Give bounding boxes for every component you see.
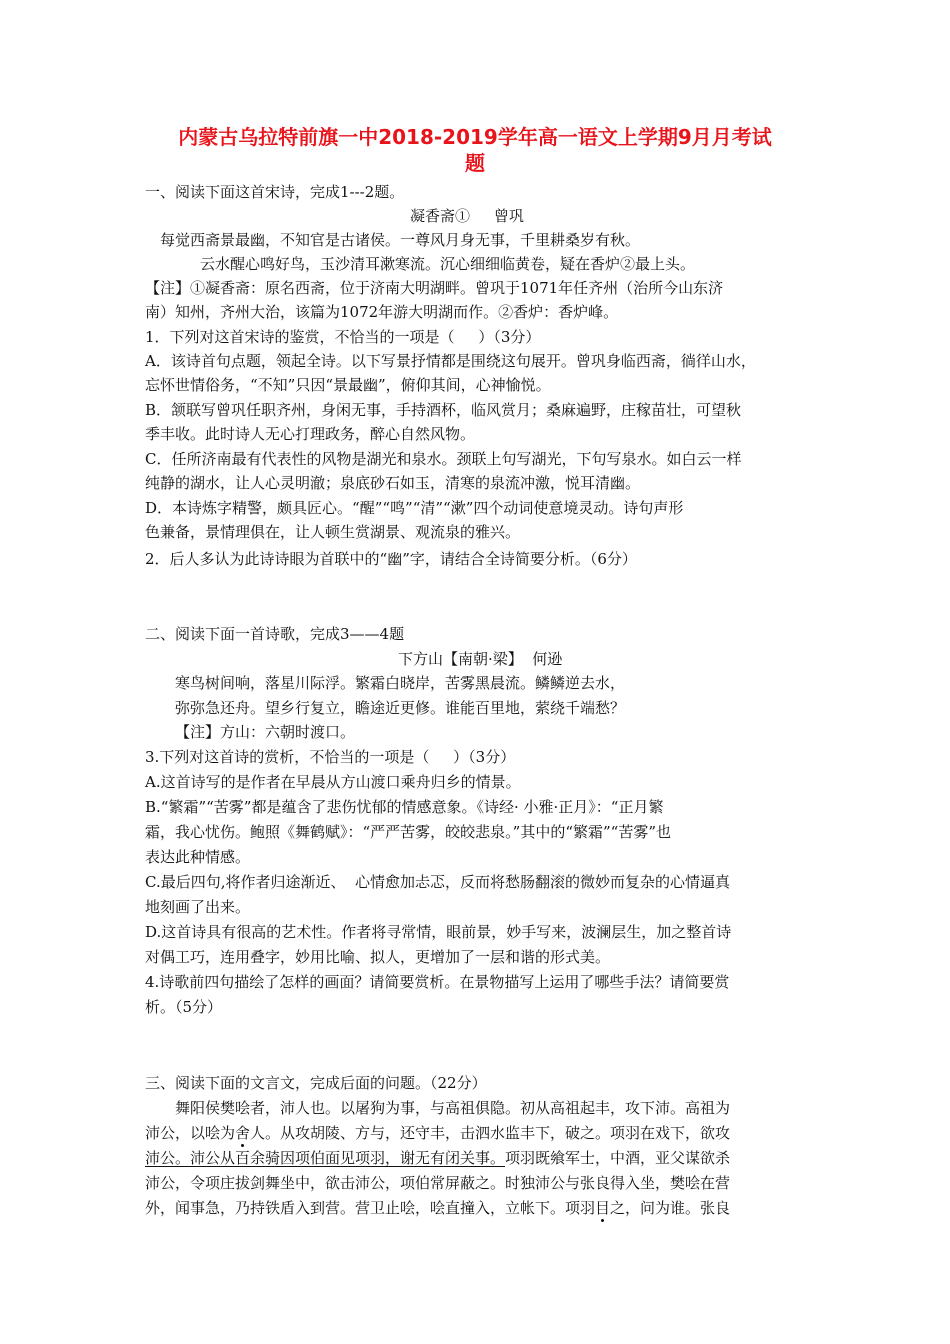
q1-option-d-line1: D．本诗炼字精警，颇具匠心。“醒”“鸣”“清”“漱”四个动词使意境灵动。诗句声形 — [145, 499, 684, 517]
underlined-sentence: 沛公。沛公从百余骑因项伯面见项羽，谢无有闭关事。 — [145, 1149, 506, 1167]
passage-text: 外，闻事急，乃持铁盾入到营。营卫止哙，哙直撞入，立帐下。项羽 — [145, 1199, 596, 1217]
passage-text: 项羽既飨军士，中酒，亚父谋欲杀 — [505, 1149, 731, 1167]
q3-option-b-line2: 霜，我心忧伤。鲍照《舞鹤赋》：“严严苦雾，皎皎悲泉。”其中的“繁霜”“苦雾”也 — [145, 823, 672, 841]
section1-heading: 一、阅读下面这首宋诗，完成1---2题。 — [145, 183, 405, 201]
q3-option-c-line1: C.最后四句,将作者归途渐近、 心情愈加忐忑，反而将愁肠翻滚的微妙而复杂的心情逼真 — [145, 873, 731, 891]
section3-passage-line2 — [145, 1123, 730, 1143]
passage-text: 之，问为谁。张良 — [610, 1199, 731, 1217]
q3-option-a: A.这首诗写的是作者在早晨从方山渡口乘舟归乡的情景。 — [145, 773, 521, 791]
question-3: 3.下列对这首诗的赏析，不恰当的一项是（ ）（3分） — [145, 748, 516, 766]
document-title-line1: 内蒙古乌拉特前旗一中2018-2019学年高一语文上学期9月月考试 — [178, 125, 772, 149]
q1-option-c-line1: C．任所济南最有代表性的风物是湖光和泉水。颈联上句写湖光，下句写泉水。如白云一样 — [145, 450, 742, 468]
passage-text: 人。从攻胡陵、方与，还守丰，击泗水监丰下，破之。项羽在戏下，欲攻 — [250, 1124, 731, 1142]
q3-option-b-line1: B.“繁霜”“苦雾”都是蕴含了悲伤忧郁的情感意象。《诗经· 小雅·正月》：“正月繁 — [145, 798, 664, 816]
section1-note-line1: 【注】①凝香斋：原名西斋，位于济南大明湖畔。曾巩于1071年任齐州（治所今山东济 — [145, 279, 724, 297]
section1-poem-line1: 每觉西斋景最幽，不知官是古诸侯。一尊风月身无事，千里耕桑岁有秋。 — [160, 231, 641, 249]
section2-poem-line2: 弥弥急还舟。望乡行复立，瞻途近更修。谁能百里地，萦绕千端愁？ — [175, 699, 626, 717]
q3-option-b-line3: 表达此种情感。 — [145, 848, 251, 866]
section3-passage-line5 — [145, 1198, 730, 1218]
section2-note: 【注】方山：六朝时渡口。 — [175, 723, 356, 741]
question-2: 2．后人多认为此诗诗眼为首联中的“幽”字，请结合全诗简要分析。（6分） — [145, 550, 637, 568]
q1-option-a-line1: A．该诗首句点题，领起全诗。以下写景抒情都是围绕这句展开。曾巩身临西斋，徜徉山水， — [145, 352, 756, 370]
q3-option-c-line2: 地刻画了出来。 — [145, 898, 251, 916]
question-1: 1．下列对这首宋诗的鉴赏，不恰当的一项是（ ）（3分） — [145, 328, 541, 346]
passage-text: 沛公，以哙为 — [145, 1124, 236, 1142]
section3-passage-line4: 沛公，令项庄拔剑舞坐中，欲击沛公，项伯常屏蔽之。时独沛公与张良得入坐，樊哙在营 — [145, 1174, 731, 1192]
q1-option-c-line2: 纯静的湖水，让人心灵明澈；泉底砂石如玉，清寒的泉流冲激，悦耳清幽。 — [145, 474, 641, 492]
section3-heading: 三、阅读下面的文言文，完成后面的问题。（22分） — [145, 1074, 487, 1092]
section1-poem-title: 凝香斋① 曾巩 — [410, 207, 524, 225]
q1-option-d-line2: 色兼备，景情理俱在，让人顿生赏湖景、观流泉的雅兴。 — [145, 523, 521, 541]
section1-note-line2: 南）知州，齐州大治，该篇为1072年游大明湖而作。②香炉：香炉峰。 — [145, 303, 619, 321]
q3-option-d-line2: 对偶工巧，连用叠字，妙用比喻、拟人，更增加了一层和谐的形式美。 — [145, 948, 611, 966]
section2-poem-title: 下方山【南朝·梁】 何逊 — [398, 650, 563, 668]
question-4-line1: 4.诗歌前四句描绘了怎样的画面？请简要赏析。在景物描写上运用了哪些手法？请简要赏 — [145, 973, 730, 991]
q1-option-b-line2: 季丰收。此时诗人无心打理政务，醉心自然风物。 — [145, 425, 476, 443]
section1-poem-line2: 云水醒心鸣好鸟，玉沙清耳漱寒流。沉心细细临黄卷，疑在香炉②最上头。 — [200, 255, 696, 273]
q1-option-b-line1: B．颔联写曾巩任职齐州，身闲无事，手持酒杯，临风赏月；桑麻遍野，庄稼苗壮，可望秋 — [145, 401, 742, 419]
section3-passage-line1: 舞阳侯樊哙者，沛人也。以屠狗为事，与高祖俱隐。初从高祖起丰，攻下沛。高祖为 — [175, 1099, 731, 1117]
question-4-line2: 析。（5分） — [145, 998, 223, 1016]
document-title-line2: 题 — [465, 151, 485, 175]
emphasis-dotted-char: 舍 — [235, 1124, 251, 1142]
q3-option-d-line1: D.这首诗具有很高的艺术性。作者将寻常情，眼前景，妙手写来，波澜层生，加之整首诗 — [145, 923, 732, 941]
section3-passage-line3 — [145, 1148, 730, 1168]
section2-heading: 二、阅读下面一首诗歌，完成3——4题 — [145, 625, 405, 643]
q1-option-a-line2: 忘怀世情俗务，“不知”只因“景最幽”，俯仰其间，心神愉悦。 — [145, 376, 551, 394]
emphasis-dotted-char: 目 — [595, 1199, 611, 1217]
section2-poem-line1: 寒鸟树间响，落星川际浮。繁霜白晓岸，苦雾黑晨流。鳞鳞逆去水， — [175, 674, 626, 692]
